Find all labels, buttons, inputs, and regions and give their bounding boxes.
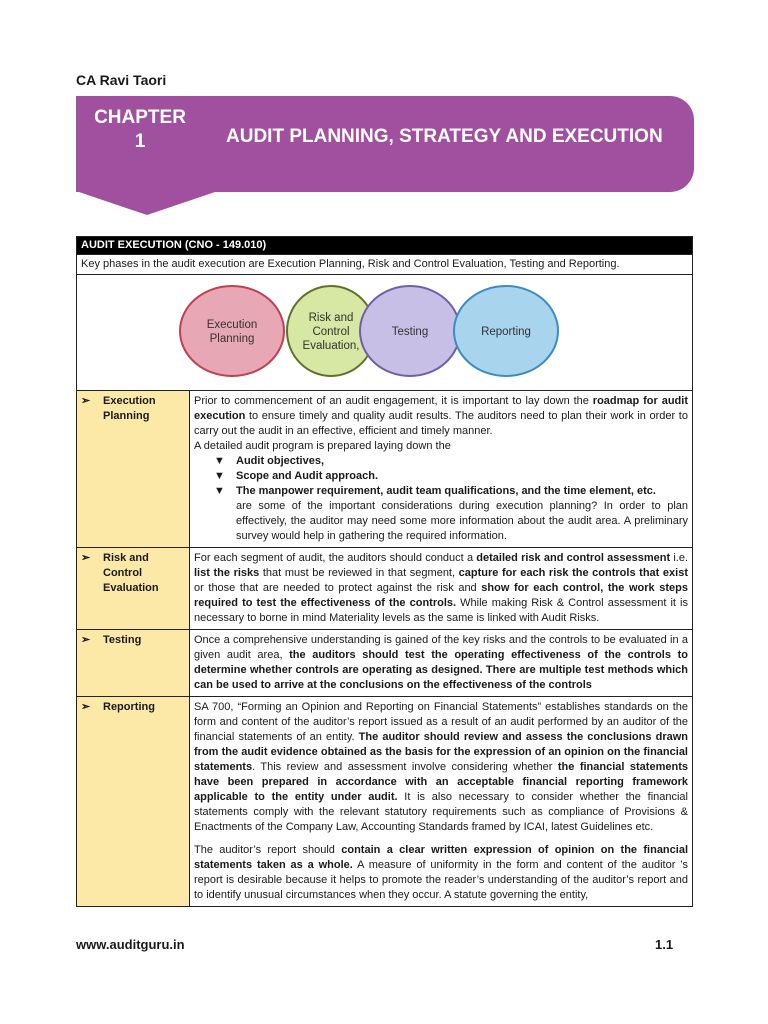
text-run: A measure of uniformity in the form and content of the auditor ’s report is desirable because it helps to promote the reader’s understanding of the auditor’s report and to identify unusual circumstances when they occur. A statute governing the entity, bbox=[194, 859, 688, 901]
bold-text: detailed risk and control assessment bbox=[476, 552, 671, 564]
footer-website[interactable]: www.auditguru.in bbox=[76, 937, 185, 952]
phase-circle-label: Execution bbox=[206, 319, 258, 331]
section-heading: AUDIT EXECUTION (CNO - 149.010) bbox=[77, 237, 693, 255]
arrow-bullet-icon: ➢ bbox=[81, 634, 91, 646]
arrow-bullet-icon: ➢ bbox=[81, 552, 91, 564]
triangle-bullet-icon: ▼ bbox=[214, 485, 225, 497]
text-run: . This review and assessment involve considering whether bbox=[252, 761, 558, 773]
bold-text: show for each control, the work steps required to test the effectiveness of the controls. bbox=[194, 582, 688, 609]
phase-circle-1 bbox=[180, 286, 284, 376]
chapter-label bbox=[90, 106, 190, 154]
bold-text: capture for each risk the controls that exist bbox=[458, 567, 688, 579]
text-run: or those that are needed to protect against the risk and bbox=[194, 582, 482, 594]
bullet-list bbox=[194, 454, 688, 499]
paragraph bbox=[194, 551, 688, 626]
phases-venn bbox=[77, 275, 692, 385]
phase-row bbox=[77, 630, 693, 697]
banner-arrow bbox=[76, 191, 218, 215]
phase-row bbox=[77, 697, 693, 907]
phases-diagram bbox=[77, 275, 693, 391]
list-item: ▼ Scope and Audit approach. bbox=[214, 470, 378, 482]
bold-text: contain a clear written expression of opinion on the financial statements taken as a whole. bbox=[194, 844, 688, 871]
text-run: The auditor’s report should bbox=[194, 844, 342, 856]
text-run: to ensure timely and quality audit results. The auditors need to plan their work in order to carry out the audit in an effective, efficient and timely manner. bbox=[194, 410, 688, 437]
phase-description bbox=[190, 630, 693, 697]
phase-name-cell bbox=[77, 391, 190, 548]
paragraph bbox=[194, 394, 688, 439]
text-run: i.e. bbox=[670, 552, 688, 564]
phase-circle-label: Testing bbox=[391, 326, 429, 338]
arrow-bullet-icon: ➢ bbox=[81, 395, 91, 407]
phase-circle-label: Risk and bbox=[308, 312, 354, 324]
audit-execution-table bbox=[76, 236, 693, 907]
bold-text: roadmap for audit execution bbox=[194, 395, 688, 422]
phase-name-cell bbox=[77, 548, 190, 630]
phase-name: Testing bbox=[103, 634, 142, 646]
list-item: ▼ Audit objectives, bbox=[214, 455, 325, 467]
text-run: Once a comprehensive understanding is gained of the key risks and the controls to be evaluated in a given audit area, bbox=[194, 634, 688, 661]
chapter-number: 1 bbox=[134, 131, 146, 152]
paragraph bbox=[194, 700, 688, 835]
phase-circle-label: Control bbox=[312, 326, 350, 338]
bold-text: the auditors should test the operating effectiveness of the controls to determine whether controls are operating as designed. There are multiple test methods which can be used to arrive at the conclusions on the effectiveness of the controls bbox=[194, 649, 689, 691]
phase-name-cell bbox=[77, 630, 190, 697]
list-item: ▼ The manpower requirement, audit team qualifications, and the time element, etc. bbox=[214, 485, 656, 497]
chapter-word: CHAPTER bbox=[94, 107, 186, 128]
phase-name: Risk and Control Evaluation bbox=[103, 552, 159, 594]
text-run: For each segment of audit, the auditors should conduct a bbox=[194, 552, 477, 564]
phase-name-cell bbox=[77, 697, 190, 907]
section-intro: Key phases in the audit execution are Execution Planning, Risk and Control Evaluation, Testing and Reporting. bbox=[77, 255, 693, 275]
phase-description bbox=[190, 548, 693, 630]
arrow-bullet-icon: ➢ bbox=[81, 701, 91, 713]
phase-name: Execution Planning bbox=[103, 395, 156, 422]
triangle-bullet-icon: ▼ bbox=[214, 455, 225, 467]
bold-text: list the risks bbox=[194, 567, 260, 579]
paragraph: are some of the important considerations during execution planning? In order to plan effectively, the auditor may need some more information about the audit area. A preliminary survey would help in gathering the required information. bbox=[236, 500, 688, 542]
paragraph: A detailed audit program is prepared laying down the bbox=[194, 440, 451, 452]
text-run: It is also necessary to consider whether the financial statements comply with the relevant statutory requirements such as compliance of Provisions & Enactments of the Company Law, Accounting Standards framed by ICAI, latest Guidelines etc. bbox=[194, 791, 688, 833]
text-run: SA 700, “Forming an Opinion and Reporting on Financial Statements” establishes standards on the form and content of the auditor’s report issued as a result of an audit performed by an auditor of the financial statements of an entity. bbox=[194, 701, 688, 743]
paragraph bbox=[194, 843, 688, 903]
phase-circle-label: Planning bbox=[209, 333, 255, 345]
text-run: that must be reviewed in that segment, bbox=[259, 567, 459, 579]
bold-text: the financial statements have been prepared in accordance with an acceptable financial reporting framework applicable to the entity under audit. bbox=[194, 761, 688, 803]
phase-row bbox=[77, 391, 693, 548]
text-run: Prior to commencement of an audit engagement, it is important to lay down the bbox=[194, 395, 593, 407]
phase-row bbox=[77, 548, 693, 630]
chapter-title: AUDIT PLANNING, STRATEGY AND EXECUTION bbox=[226, 126, 663, 147]
phase-description bbox=[190, 697, 693, 907]
triangle-bullet-icon: ▼ bbox=[214, 470, 225, 482]
paragraph bbox=[194, 633, 688, 693]
bold-text: The auditor should review and assess the conclusions drawn from the audit evidence obtained as the basis for the expression of an opinion on the financial statements bbox=[194, 731, 688, 773]
page-number: 1.1 bbox=[655, 937, 674, 952]
phase-description bbox=[190, 391, 693, 548]
phase-name: Reporting bbox=[103, 701, 155, 713]
text-run: While making Risk & Control assessment it is necessary to borne in mind Materiality levels as the same is linked with Audit Risks. bbox=[194, 597, 688, 624]
phase-circle-label: Reporting bbox=[481, 326, 531, 338]
author-name: CA Ravi Taori bbox=[76, 72, 167, 88]
phase-circle-label: Evaluation, bbox=[302, 340, 360, 352]
